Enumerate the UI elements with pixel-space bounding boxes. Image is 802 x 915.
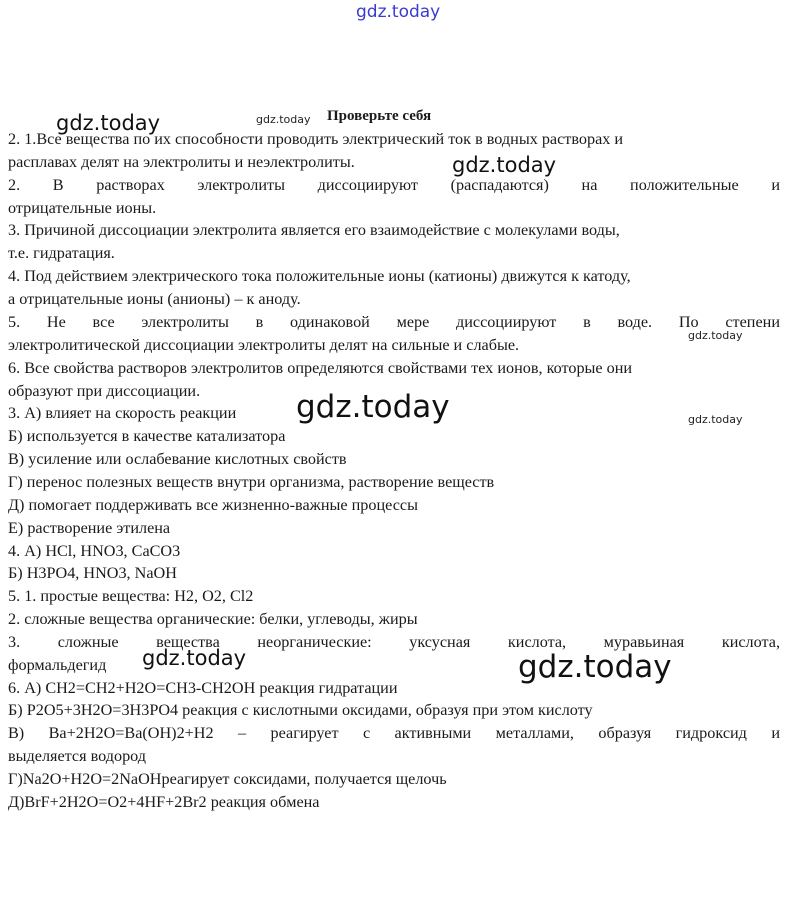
text-line-8: а отрицательные ионы (анионы) – к аноду. xyxy=(8,290,301,308)
text-line-5: 3. Причиной диссоциации электролита является его взаимодействие с молекулами воды, xyxy=(8,221,620,239)
text-line-1: 2. 1.Все вещества по их способности проводить электрический ток в водных растворах и xyxy=(8,130,624,148)
text-line-23: 3. сложные вещества неорганические: уксусная кислота, муравьиная кислота, xyxy=(8,633,780,651)
watermark-medium: gdz.today xyxy=(452,153,557,177)
text-line-22: 2. сложные вещества органические: белки, углеводы, жиры xyxy=(8,610,418,628)
text-line-30: Д)BrF+2H2O=O2+4HF+2Br2 реакция обмена xyxy=(8,793,320,811)
watermark-small: gdz.today xyxy=(688,329,743,342)
text-line-6: т.е. гидратация. xyxy=(8,244,115,262)
text-line-4: отрицательные ионы. xyxy=(8,199,157,217)
watermark-top: gdz.today xyxy=(356,2,441,22)
text-line-20: Б) H3PO4, HNO3, NaOH xyxy=(8,564,177,582)
watermark-large: gdz.today xyxy=(518,649,672,685)
text-line-10: электролитической диссоциации электролиты делят на сильные и слабые. xyxy=(8,336,520,354)
text-line-21: 5. 1. простые вещества: H2, O2, Cl2 xyxy=(8,587,254,605)
text-line-11: 6. Все свойства растворов электролитов определяются свойствами тех ионов, которые они xyxy=(8,359,633,377)
watermark-small: gdz.today xyxy=(688,413,743,426)
page-title: Проверьте себя xyxy=(327,108,432,124)
watermark-large: gdz.today xyxy=(296,389,450,425)
text-line-3: 2. В растворах электролиты диссоциируют (распадаются) на положительные и xyxy=(8,176,780,194)
watermark-medium: gdz.today xyxy=(142,646,247,670)
text-line-29: Г)Na2O+H2O=2NaOHреагирует соксидами, получается щелочь xyxy=(8,770,447,788)
text-line-7: 4. Под действием электрического тока положительные ионы (катионы) движутся к катоду, xyxy=(8,267,631,285)
text-line-18: Е) растворение этилена xyxy=(8,519,171,537)
text-line-2: расплавах делят на электролиты и неэлектролиты. xyxy=(8,153,355,171)
text-line-15: В) усиление или ослабевание кислотных свойств xyxy=(8,450,347,468)
text-line-24: формальдегид xyxy=(8,656,107,674)
text-line-28: выделяется водород xyxy=(8,747,147,765)
text-line-26: Б) P2O5+3H2O=3H3PO4 реакция с кислотными оксидами, образуя при этом кислоту xyxy=(8,701,593,719)
text-line-25: 6. А) CH2=CH2+H2O=CH3-CH2OH реакция гидратации xyxy=(8,679,398,697)
text-line-13: 3. А) влияет на скорость реакции xyxy=(8,404,237,422)
text-line-12: образуют при диссоциации. xyxy=(8,382,201,400)
text-line-16: Г) перенос полезных веществ внутри организма, растворение веществ xyxy=(8,473,495,491)
text-line-17: Д) помогает поддерживать все жизненно-важные процессы xyxy=(8,496,418,514)
text-line-14: Б) используется в качестве катализатора xyxy=(8,427,286,445)
text-line-9: 5. Не все электролиты в одинаковой мере диссоциируют в воде. По степени xyxy=(8,313,780,331)
watermark-medium: gdz.today xyxy=(56,111,161,135)
text-line-27: В) Ba+2H2O=Ba(OH)2+H2 – реагирует с активными металлами, образуя гидроксид и xyxy=(8,724,780,742)
text-line-19: 4. А) HCl, HNO3, CaCO3 xyxy=(8,542,181,560)
watermark-small: gdz.today xyxy=(256,113,311,126)
